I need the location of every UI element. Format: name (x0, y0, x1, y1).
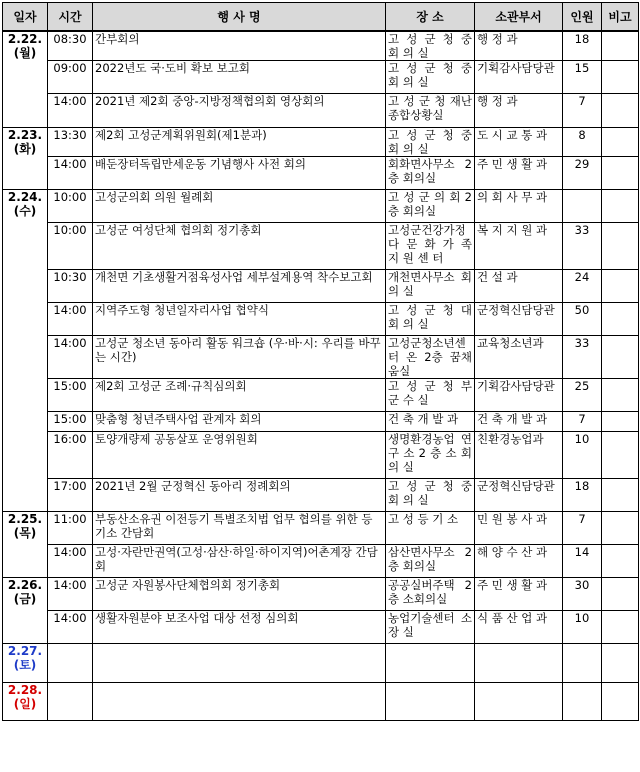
dept-cell: 주 민 생 활 과 (475, 157, 563, 190)
table-row (3, 512, 639, 545)
place-cell: 생명환경농업 연 구 소 2 층 소 회 의 실 (386, 432, 475, 479)
time-cell: 10:30 (48, 270, 93, 303)
people-cell (563, 190, 602, 223)
header-event: 행 사 명 (93, 3, 386, 32)
time-cell (48, 683, 93, 721)
note-cell (602, 94, 639, 128)
place-cell: 고 성 군 청 중 회 의 실 (386, 31, 475, 61)
people-cell: 7 (563, 512, 602, 545)
table-row (3, 336, 639, 379)
people-cell: 25 (563, 379, 602, 412)
time-cell: 14:00 (48, 545, 93, 578)
people-cell: 18 (563, 479, 602, 512)
note-cell (602, 61, 639, 94)
time-cell: 17:00 (48, 479, 93, 512)
date-cell (3, 512, 48, 578)
people-cell: 33 (563, 336, 602, 379)
day-of-week-label: (목) (13, 526, 37, 540)
note-cell (602, 270, 639, 303)
people-cell: 18 (563, 31, 602, 61)
people-cell: 50 (563, 303, 602, 336)
dept-cell: 건 설 과 (475, 270, 563, 303)
event-cell: 생활자원분야 보조사업 대상 선정 심의회 (93, 611, 386, 644)
place-cell: 고 성 군 청 재난종합상황실 (386, 94, 475, 128)
event-cell: 고성·자란만권역(고성·삼산·하일·하이지역)어촌계장 간담회 (93, 545, 386, 578)
day-of-week-label: (화) (13, 142, 37, 156)
date-label: 2.26. (7, 578, 43, 592)
note-cell (602, 512, 639, 545)
event-cell: 제2회 고성군계획위원회(제1분과) (93, 128, 386, 157)
people-cell: 10 (563, 432, 602, 479)
dept-cell: 민 원 봉 사 과 (475, 512, 563, 545)
dept-cell: 복 지 지 원 과 (475, 223, 563, 270)
dept-cell: 건 축 개 발 과 (475, 412, 563, 432)
day-of-week-label: (금) (13, 592, 37, 606)
place-cell: 공공실버주택 2 층 소회의실 (386, 578, 475, 611)
people-cell (563, 683, 602, 721)
header-people: 인원 (563, 3, 602, 32)
people-cell: 7 (563, 412, 602, 432)
table-row (3, 303, 639, 336)
place-cell (386, 683, 475, 721)
place-cell: 개천면사무소 회 의 실 (386, 270, 475, 303)
table-row (3, 61, 639, 94)
place-cell: 고성군청소년센터 온 2층 꿈채움실 (386, 336, 475, 379)
event-cell: 배둔장터독립만세운동 기념행사 사전 회의 (93, 157, 386, 190)
header-place: 장 소 (386, 3, 475, 32)
time-cell: 13:30 (48, 128, 93, 157)
time-cell: 14:00 (48, 578, 93, 611)
dept-cell: 기획감사담당관 (475, 379, 563, 412)
people-cell: 14 (563, 545, 602, 578)
dept-cell: 교육청소년과 (475, 336, 563, 379)
dept-cell: 식 품 산 업 과 (475, 611, 563, 644)
people-cell: 8 (563, 128, 602, 157)
people-cell: 24 (563, 270, 602, 303)
day-of-week-label: (일) (13, 697, 37, 711)
people-cell: 29 (563, 157, 602, 190)
dept-cell (475, 683, 563, 721)
people-cell: 15 (563, 61, 602, 94)
date-cell (3, 128, 48, 190)
table-row (3, 31, 639, 61)
dept-cell: 행 정 과 (475, 94, 563, 128)
place-cell: 고 성 군 청 부 군 수 실 (386, 379, 475, 412)
time-cell: 14:00 (48, 157, 93, 190)
note-cell (602, 303, 639, 336)
header-date: 일자 (3, 3, 48, 32)
note-cell (602, 683, 639, 721)
date-label: 2.24. (7, 190, 43, 204)
note-cell (602, 379, 639, 412)
table-row (3, 94, 639, 128)
time-cell: 15:00 (48, 412, 93, 432)
table-row (3, 379, 639, 412)
note-cell (602, 31, 639, 61)
dept-cell: 행 정 과 (475, 31, 563, 61)
event-cell: 고성군의회 의원 월례회 (93, 190, 386, 223)
dept-cell: 해 양 수 산 과 (475, 545, 563, 578)
dept-cell: 친환경농업과 (475, 432, 563, 479)
dept-cell: 도 시 교 통 과 (475, 128, 563, 157)
people-cell: 33 (563, 223, 602, 270)
table-row (3, 683, 639, 721)
day-of-week-label: (수) (13, 204, 37, 218)
note-cell (602, 578, 639, 611)
note-cell (602, 336, 639, 379)
place-cell: 고 성 군 청 대 회 의 실 (386, 303, 475, 336)
table-row (3, 157, 639, 190)
header-note: 비고 (602, 3, 639, 32)
table-row (3, 611, 639, 644)
note-cell (602, 432, 639, 479)
date-cell (3, 644, 48, 683)
time-cell: 08:30 (48, 31, 93, 61)
table-row (3, 432, 639, 479)
event-cell: 지역주도형 청년일자리사업 협약식 (93, 303, 386, 336)
time-cell: 10:00 (48, 190, 93, 223)
table-row (3, 190, 639, 223)
event-cell: 부동산소유권 이전등기 특별조치법 업무 협의를 위한 등기소 간담회 (93, 512, 386, 545)
dept-cell: 군정혁신담당관 (475, 303, 563, 336)
people-cell: 7 (563, 94, 602, 128)
people-cell (563, 644, 602, 683)
time-cell (48, 644, 93, 683)
time-cell: 10:00 (48, 223, 93, 270)
place-cell: 건 축 개 발 과 (386, 412, 475, 432)
event-cell: 2021년 2월 군정혁신 동아리 정례회의 (93, 479, 386, 512)
note-cell (602, 545, 639, 578)
note-cell (602, 644, 639, 683)
table-row (3, 412, 639, 432)
time-cell: 14:00 (48, 303, 93, 336)
table-row (3, 578, 639, 611)
note-cell (602, 190, 639, 223)
people-cell: 10 (563, 611, 602, 644)
date-label: 2.23. (7, 128, 43, 142)
table-row (3, 545, 639, 578)
event-cell: 2021년 제2회 중앙-지방정책협의회 영상회의 (93, 94, 386, 128)
date-cell (3, 31, 48, 128)
date-cell (3, 190, 48, 512)
date-label: 2.27. (7, 644, 43, 658)
header-time: 시간 (48, 3, 93, 32)
table-row (3, 270, 639, 303)
place-cell: 회화면사무소 2층 회의실 (386, 157, 475, 190)
header-row (3, 3, 639, 32)
note-cell (602, 611, 639, 644)
place-cell: 농업기술센터 소 장 실 (386, 611, 475, 644)
header-dept: 소관부서 (475, 3, 563, 32)
dept-cell: 기획감사담당관 (475, 61, 563, 94)
place-cell: 고 성 군 청 중 회 의 실 (386, 61, 475, 94)
date-cell (3, 578, 48, 644)
note-cell (602, 157, 639, 190)
date-label: 2.28. (7, 683, 43, 697)
table-row (3, 644, 639, 683)
place-cell: 고 성 등 기 소 (386, 512, 475, 545)
date-label: 2.22. (7, 32, 43, 46)
place-cell: 고 성 군 청 중 회 의 실 (386, 128, 475, 157)
time-cell: 16:00 (48, 432, 93, 479)
event-cell: 고성군 여성단체 협의회 정기총회 (93, 223, 386, 270)
dept-cell: 군정혁신담당관 (475, 479, 563, 512)
event-cell: 토양개량제 공동살포 운영위원회 (93, 432, 386, 479)
event-cell: 고성군 청소년 동아리 활동 워크숍 (우·바·시: 우리를 바꾸는 시간) (93, 336, 386, 379)
event-cell: 맞춤형 청년주택사업 관계자 회의 (93, 412, 386, 432)
people-cell: 30 (563, 578, 602, 611)
date-label: 2.25. (7, 512, 43, 526)
event-cell: 2022년도 국·도비 확보 보고회 (93, 61, 386, 94)
day-of-week-label: (토) (13, 658, 37, 672)
event-cell (93, 683, 386, 721)
time-cell: 14:00 (48, 94, 93, 128)
table-row (3, 479, 639, 512)
event-cell: 간부회의 (93, 31, 386, 61)
note-cell (602, 128, 639, 157)
schedule-table (2, 2, 639, 721)
table-row (3, 223, 639, 270)
note-cell (602, 479, 639, 512)
time-cell: 14:00 (48, 336, 93, 379)
dept-cell: 의 회 사 무 과 (475, 190, 563, 223)
time-cell: 09:00 (48, 61, 93, 94)
note-cell (602, 223, 639, 270)
dept-cell: 주 민 생 활 과 (475, 578, 563, 611)
day-of-week-label: (월) (13, 46, 37, 60)
place-cell (386, 644, 475, 683)
date-cell (3, 683, 48, 721)
event-cell (93, 644, 386, 683)
place-cell: 삼산면사무소 2층 회의실 (386, 545, 475, 578)
dept-cell (475, 644, 563, 683)
place-cell: 고성군건강가정 다 문 화 가 족 지 원 센 터 (386, 223, 475, 270)
place-cell: 고 성 군 청 중 회 의 실 (386, 479, 475, 512)
place-cell: 고 성 군 의 회 2층 회의실 (386, 190, 475, 223)
event-cell: 제2회 고성군 조례·규칙심의회 (93, 379, 386, 412)
time-cell: 14:00 (48, 611, 93, 644)
time-cell: 15:00 (48, 379, 93, 412)
time-cell: 11:00 (48, 512, 93, 545)
table-row (3, 128, 639, 157)
event-cell: 개천면 기초생활거점육성사업 세부설계용역 착수보고회 (93, 270, 386, 303)
event-cell: 고성군 자원봉사단체협의회 정기총회 (93, 578, 386, 611)
note-cell (602, 412, 639, 432)
